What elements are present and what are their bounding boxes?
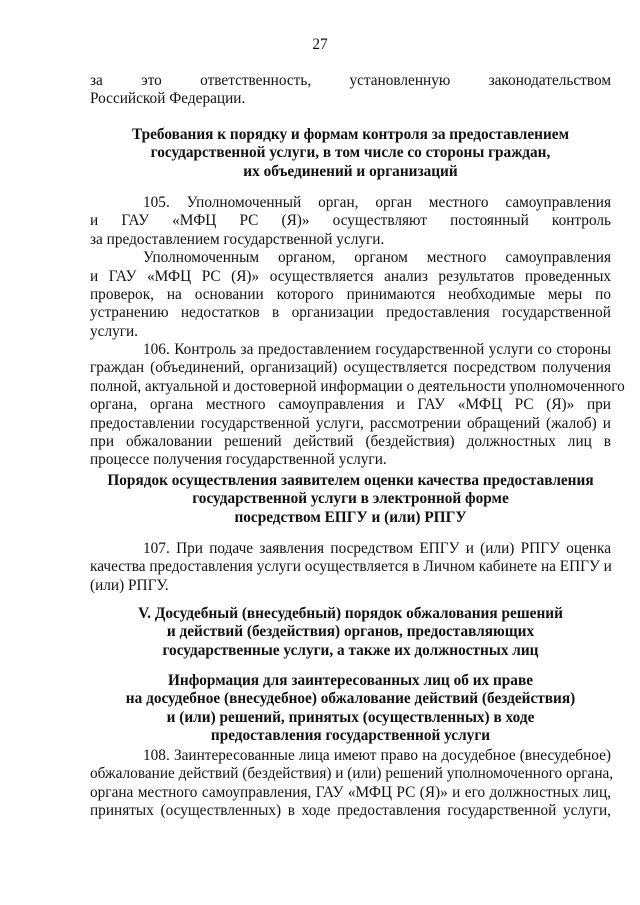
- text-line: 108. Заинтересованные лица имеют право на досудебное (внесудебное): [143, 747, 611, 764]
- paragraph-105: [90, 194, 611, 341]
- text-line: (или) РПГУ.: [90, 576, 169, 594]
- section-heading-quality-assessment: [90, 472, 611, 527]
- intro-paragraph: [90, 72, 611, 109]
- text-line: полной, актуальной и достоверной информации о деятельности уполномоченного: [90, 377, 625, 395]
- heading-line: и действий (бездействия) органов, предоставляющих: [166, 623, 535, 641]
- heading-line: государственной услуги, в том числе со стороны граждан,: [150, 144, 551, 162]
- heading-line: их объединений и организаций: [243, 162, 458, 180]
- text-line: услуги.: [90, 322, 139, 340]
- text-line: и ГАУ «МФЦ РС (Я)» осуществляется анализ результатов проведенных: [90, 267, 611, 285]
- text-line: органа, органа местного самоуправления и ГАУ «МФЦ РС (Я)» при: [90, 396, 611, 414]
- heading-line: и (или) решений, принятых (осуществленных) в ходе: [166, 708, 535, 726]
- text-line: при обжаловании решений действий (бездействия) должностных лиц в: [90, 432, 611, 450]
- page-number: 27: [312, 36, 328, 53]
- heading-line: на досудебное (внесудебное) обжалование действий (бездействия): [125, 690, 576, 708]
- text-line: процессе получения государственной услуги.: [90, 451, 387, 469]
- heading-line: государственные услуги, а также их должностных лиц: [162, 641, 539, 659]
- heading-line: государственной услуги в электронной форме: [192, 490, 509, 508]
- heading-line: V. Досудебный (внесудебный) порядок обжалования решений: [138, 605, 563, 622]
- heading-line: Требования к порядку и формам контроля за предоставлением: [131, 126, 570, 143]
- text-line: за предоставлением государственной услуги.: [90, 230, 385, 248]
- text-line: за это ответственность, установленную законодательством: [90, 72, 611, 89]
- text-line: 107. При подаче заявления посредством ЕПГУ и (или) РПГУ оценка: [143, 540, 611, 557]
- chapter-heading-v: [90, 605, 611, 660]
- text-line: предоставлении государственной услуги, рассмотрении обращений (жалоб) и: [90, 414, 611, 432]
- text-line: 105. Уполномоченный орган, орган местного самоуправления: [143, 194, 611, 211]
- paragraph-107: [90, 540, 611, 595]
- text-line: Уполномоченным органом, органом местного самоуправления: [143, 249, 611, 267]
- heading-line: предоставления государственной услуги: [210, 727, 491, 745]
- paragraph-106: [90, 341, 625, 470]
- text-line: устранению недостатков в организации предоставления государственной: [90, 304, 611, 322]
- heading-line: посредством ЕПГУ и (или) РПГУ: [234, 508, 467, 526]
- text-line: граждан (объединений, организаций) осуществляется посредством получения: [90, 359, 611, 377]
- text-line: Российской Федерации.: [90, 90, 246, 108]
- paragraph-108: [90, 747, 614, 821]
- text-line: проверок, на основании которого принимаются необходимые меры по: [90, 285, 611, 303]
- text-line: и ГАУ «МФЦ РС (Я)» осуществляют постоянный контроль: [90, 212, 611, 230]
- text-line: 106. Контроль за предоставлением государственной услуги со стороны: [143, 341, 611, 358]
- text-line: органа местного самоуправления, ГАУ «МФЦ РС (Я)» и его должностных лиц,: [90, 783, 611, 801]
- heading-line: Информация для заинтересованных лиц об их праве: [167, 672, 533, 689]
- text-line: принятых (осуществленных) в ходе предоставления государственной услуги,: [90, 802, 611, 820]
- section-heading-appeal-information: [90, 672, 611, 746]
- heading-line: Порядок осуществления заявителем оценки качества предоставления: [107, 472, 594, 489]
- section-heading-control-requirements: [90, 126, 611, 181]
- text-line: качества предоставления услуги осуществляется в Личном кабинете на ЕПГУ и: [90, 558, 612, 576]
- text-line: обжалование действий (бездействия) и (или) решений уполномоченного органа,: [90, 765, 614, 783]
